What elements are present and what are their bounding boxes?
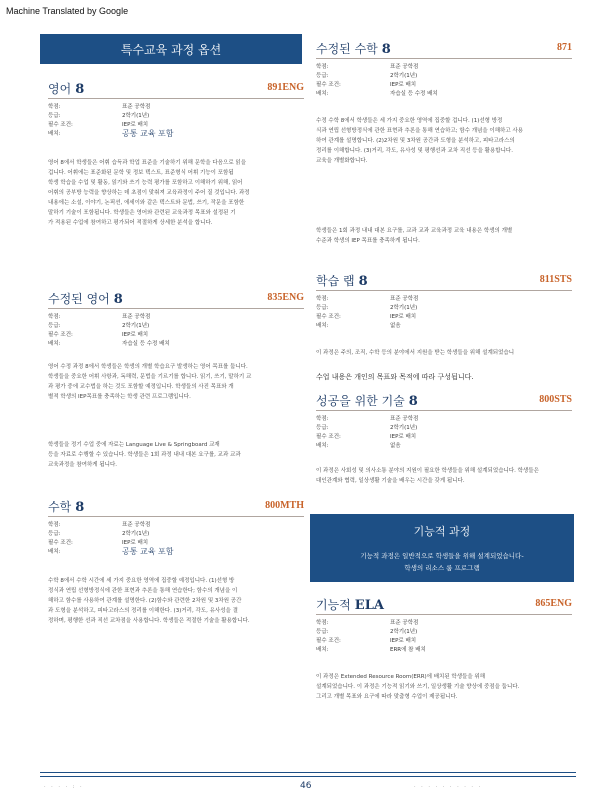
functional-banner-line2: 학생의 리소스 룸 프로그램 <box>404 564 480 572</box>
meta-row-grade: 등급: 2학기(1년) <box>316 425 418 431</box>
meta-row-credit: 학점: 표준 공학점 <box>316 416 419 422</box>
meta-row-placement: 배치: 없음 <box>316 443 401 449</box>
meta-row-credit: 학점: 표준 공학점 <box>48 314 151 320</box>
meta-row-prereq: 필수 조건: IEP로 배치 <box>48 540 149 546</box>
divider <box>316 290 572 291</box>
course-description: 영어 8에서 학생들은 어휘 습득과 학업 표준을 기술하기 위해 문학을 다음으로 읽을 겁니다. 어휘에는 표준화된 문학 및 정보 텍스트, 표준형식 어휘 기능이 포함됩 학생 학습을 수업 및 활동, 읽기와 쓰기 능력 평가를 포함하고 이해하기 위해, 읽어 어휘의 공부방 능력을 향상하는 데 초점이 맞춰져 교육과정이 주어 질 것입니다. 과정 내용에는 소설, 이야기, 논픽션, 에세이와 같은 텍스트와 문법, 쓰기, 작문을 포함한 말하기 기술이 포함됩니다. 학생들은 영어와 관련된 교육과정 목표와 설정된 기 가 적용된 수업에 참여하고 평가되어 적절하게 상세한 분석을 합니다. <box>48 160 250 226</box>
machine-translation-notice: Machine Translated by Google <box>6 6 129 16</box>
course-description: 이 과정은 사회성 및 의사소통 분야의 지원이 필요한 학생들을 위해 설계되었습니다. 학생들은 대인관계와 협력, 일상생활 기술을 배우는 시간을 갖게 됩니다. <box>316 468 539 484</box>
course-learning-lab-8 <box>316 272 572 392</box>
course-meta <box>316 414 572 450</box>
course-code: 811STS <box>539 274 572 285</box>
meta-row-grade: 등급: 2학기(1년) <box>316 629 418 635</box>
meta-row-placement: 배치: 없음 <box>316 323 401 329</box>
course-english-8 <box>48 80 304 230</box>
course-callout: 수업 내용은 개인의 목표와 목적에 따라 구성됩니다. <box>316 373 474 381</box>
functional-banner-line1: 기능적 과정은 일반적으로 학생들을 위해 설계되었습니다- <box>360 552 524 560</box>
special-education-banner <box>40 34 302 64</box>
divider <box>48 516 304 517</box>
meta-row-credit: 학점: 표준 공학점 <box>316 296 419 302</box>
meta-row-prereq: 필수 조건: IEP로 배치 <box>316 314 417 320</box>
meta-row-prereq: 필수 조건: IEP로 배치 <box>316 82 417 88</box>
meta-row-placement: 배치: 공통 교육 포함 <box>48 547 174 556</box>
course-description: 수학 8에서 수학 시간에 세 가지 중요한 영역에 집중할 예정입니다. (1)선형 방 정식과 연립 선형방정식에 관한 표현과 추론을 통해 연습한다; 함수의 개념을 이 해하고 함수를 사용하여 관계를 설명한다. (2)함수와 관련한 2차원 및 3차원 공간 과 도형을 분석하고, 피타고라스의 정리를 이해한다. (3)거리, 각도, 유사성을 결 정하며, 평행한 선과 직선 교차점을 사용합니다. 학생들은 적절한 기술을 활용합니다. <box>48 578 250 624</box>
meta-row-grade: 등급: 2학기(1년) <box>316 305 418 311</box>
footer-left-text: · · · · : · <box>44 784 84 790</box>
course-title: 학습 랩 8 <box>316 274 368 289</box>
meta-row-grade: 등급: 2학기(1년) <box>48 531 150 537</box>
divider <box>316 614 572 615</box>
course-description-materials: 학생들을 정기 수업 중에 자료는 Language Live & Springboard 교재 등을 자료로 수행할 수 있습니다. 학생들은 1회 과정 내내 대본 요구를, 교과 교과 교육과정을 참여하게 됩니다. <box>48 442 241 468</box>
divider <box>316 58 572 59</box>
course-code: 865ENG <box>535 598 572 609</box>
course-title: 영어 8 <box>48 82 85 97</box>
course-modified-math-8 <box>316 40 572 250</box>
course-meta <box>316 294 572 330</box>
divider <box>48 308 304 309</box>
course-code: 891ENG <box>267 82 304 93</box>
meta-row-credit: 학점: 표준 공학점 <box>48 522 151 528</box>
meta-row-credit: 학점: 표준 공학점 <box>316 620 419 626</box>
meta-row-prereq: 필수 조건: IEP로 배치 <box>316 638 417 644</box>
footer-rule-secondary <box>40 776 576 777</box>
course-description-materials: 학생들은 1회 과정 내내 대본 요구를, 교과 교과 교육과정 교육 내용은 학생의 개별 수준과 학생의 IEP 목표를 충족하게 됩니다. <box>316 228 513 244</box>
course-meta <box>48 102 304 138</box>
meta-row-placement: 배치: 자습실 등 수정 배치 <box>48 341 170 347</box>
course-functional-ela <box>316 596 572 726</box>
course-title: 기능적 ELA <box>316 598 384 613</box>
meta-row-grade: 등급: 2학기(1년) <box>316 73 418 79</box>
meta-row-credit: 학점: 표준 공학점 <box>48 104 151 110</box>
functional-banner-title: 기능적 과정 <box>413 525 471 538</box>
banner-title: 특수교육 과정 옵션 <box>120 42 222 57</box>
course-title: 수정된 영어 8 <box>48 292 123 307</box>
meta-row-placement: 배치: 자습실 등 수정 배치 <box>316 91 438 97</box>
meta-row-grade: 등급: 2학기(1년) <box>48 113 150 119</box>
course-title: 성공을 위한 기술 8 <box>316 394 418 409</box>
meta-row-prereq: 필수 조건: IEP로 배치 <box>48 332 149 338</box>
footer-right-text: · · · · · · · · · · <box>414 784 483 790</box>
course-skills-for-success-8 <box>316 392 572 502</box>
course-code: 800STS <box>539 394 572 405</box>
course-meta <box>316 618 572 654</box>
divider <box>48 98 304 99</box>
meta-row-prereq: 필수 조건: IEP로 배치 <box>48 122 149 128</box>
course-title: 수정된 수학 8 <box>316 42 391 57</box>
meta-row-prereq: 필수 조건: IEP로 배치 <box>316 434 417 440</box>
course-description: 이 과정은 주의, 조직, 수학 등의 분야에서 지원을 받는 학생들을 위해 설계되었습니 <box>316 350 515 356</box>
footer-rule <box>40 772 576 773</box>
course-meta <box>48 312 304 348</box>
page-number: 46 <box>300 781 312 791</box>
course-title: 수학 8 <box>48 500 85 515</box>
course-code: 800MTH <box>265 500 304 511</box>
course-meta <box>48 520 304 556</box>
meta-row-placement: 배치: ERR에 참 배치 <box>316 647 426 653</box>
course-code: 835ENG <box>267 292 304 303</box>
course-description: 수정 수학 8에서 학생들은 세 가지 중요한 영역에 집중할 겁니다. (1)선형 방정 식과 연립 선형방정식에 관한 표현과 추론을 통해 연습하고; 함수 개념을 이해하고 사용 하여 관계를 설명합니다. (2)2차원 및 3차원 공간과 도형을 분석하고, 피타고라스의 정리를 이해합니다. (3)거리, 각도, 유사성 및 평행선과 교차 직선 등을 활용합니다. 교육을 개별화합니다. <box>316 118 524 164</box>
course-modified-english-8 <box>48 290 304 480</box>
course-description: 영어 수정 과정 8에서 학생들은 학생의 개별 학습요구 발생하는 영어 목표를 둡니다. 학생들을 중요한 어휘 사항과, 독해력, 문법을 기르기를 합니다. 읽기, 쓰기, 말하기 교 과 평가 중에 교수법을 하는 것도 포함할 예정입니다. 학생들의 사진 목표와 개 별적 학생의 IEP목표를 충족하는 학생 관련 프로그램입니다. <box>48 364 252 400</box>
divider <box>316 410 572 411</box>
course-description: 이 과정은 Extended Resource Room(ERR)에 배치된 학생들을 위해 설계되었습니다. 이 과정은 기능적 읽기와 쓰기, 일상생활 기술 향상에 중점을 둡니다. 그리고 개별 목표와 요구에 따라 맞춤형 수업이 제공됩니다. <box>316 674 520 700</box>
course-meta <box>316 62 572 98</box>
course-code: 871 <box>557 42 572 53</box>
functional-courses-banner <box>310 514 574 582</box>
meta-row-grade: 등급: 2학기(1년) <box>48 323 150 329</box>
meta-row-placement: 배치: 공통 교육 포함 <box>48 129 174 138</box>
meta-row-credit: 학점: 표준 공학점 <box>316 64 419 70</box>
course-math-8 <box>48 498 304 648</box>
